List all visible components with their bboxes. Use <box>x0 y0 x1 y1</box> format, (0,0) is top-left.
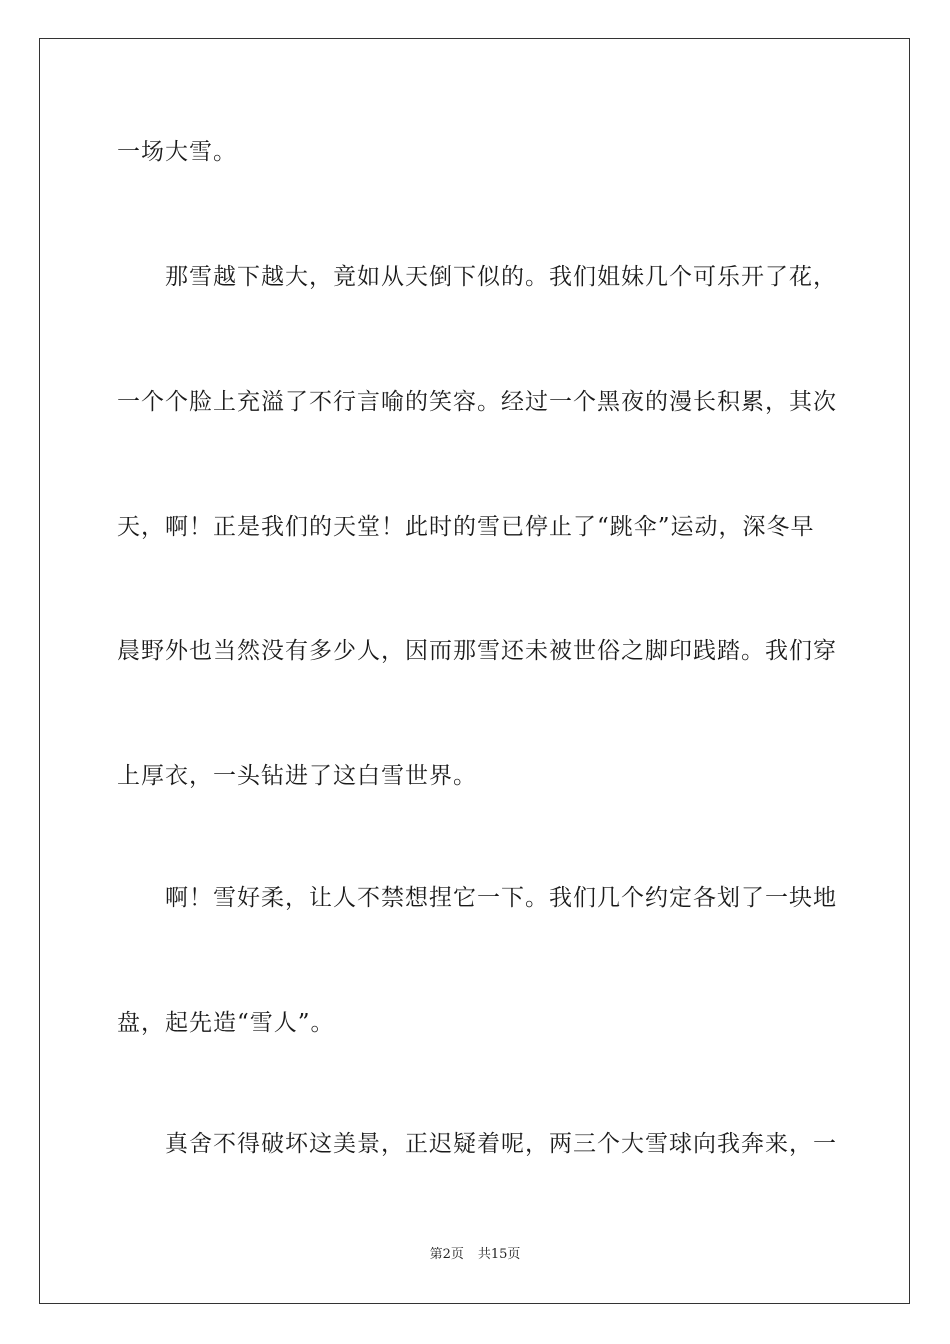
text-line: 一个个脸上充溢了不行言喻的笑容。经过一个黑夜的漫长积累，其次 <box>117 389 837 415</box>
text-line: 上厚衣，一头钻进了这白雪世界。 <box>117 763 477 789</box>
text-line: 天，啊！正是我们的天堂！此时的雪已停止了“跳伞”运动，深冬早 <box>117 514 815 540</box>
paragraph-start-line: 真舍不得破坏这美景，正迟疑着呢，两三个大雪球向我奔来，一 <box>165 1131 837 1157</box>
paragraph-start-line: 那雪越下越大，竟如从天倒下似的。我们姐妹几个可乐开了花， <box>165 264 837 290</box>
text-line: 一场大雪。 <box>117 139 237 165</box>
text-line: 盘，起先造“雪人”。 <box>117 1010 335 1036</box>
page-number: 第2页 <box>429 1247 464 1262</box>
page-border <box>39 38 910 1304</box>
page-total: 共15页 <box>477 1247 521 1262</box>
text-line: 晨野外也当然没有多少人，因而那雪还未被世俗之脚印践踏。我们穿 <box>117 638 837 664</box>
paragraph-start-line: 啊！雪好柔，让人不禁想捏它一下。我们几个约定各划了一块地 <box>165 885 837 911</box>
page-footer <box>0 1246 950 1264</box>
